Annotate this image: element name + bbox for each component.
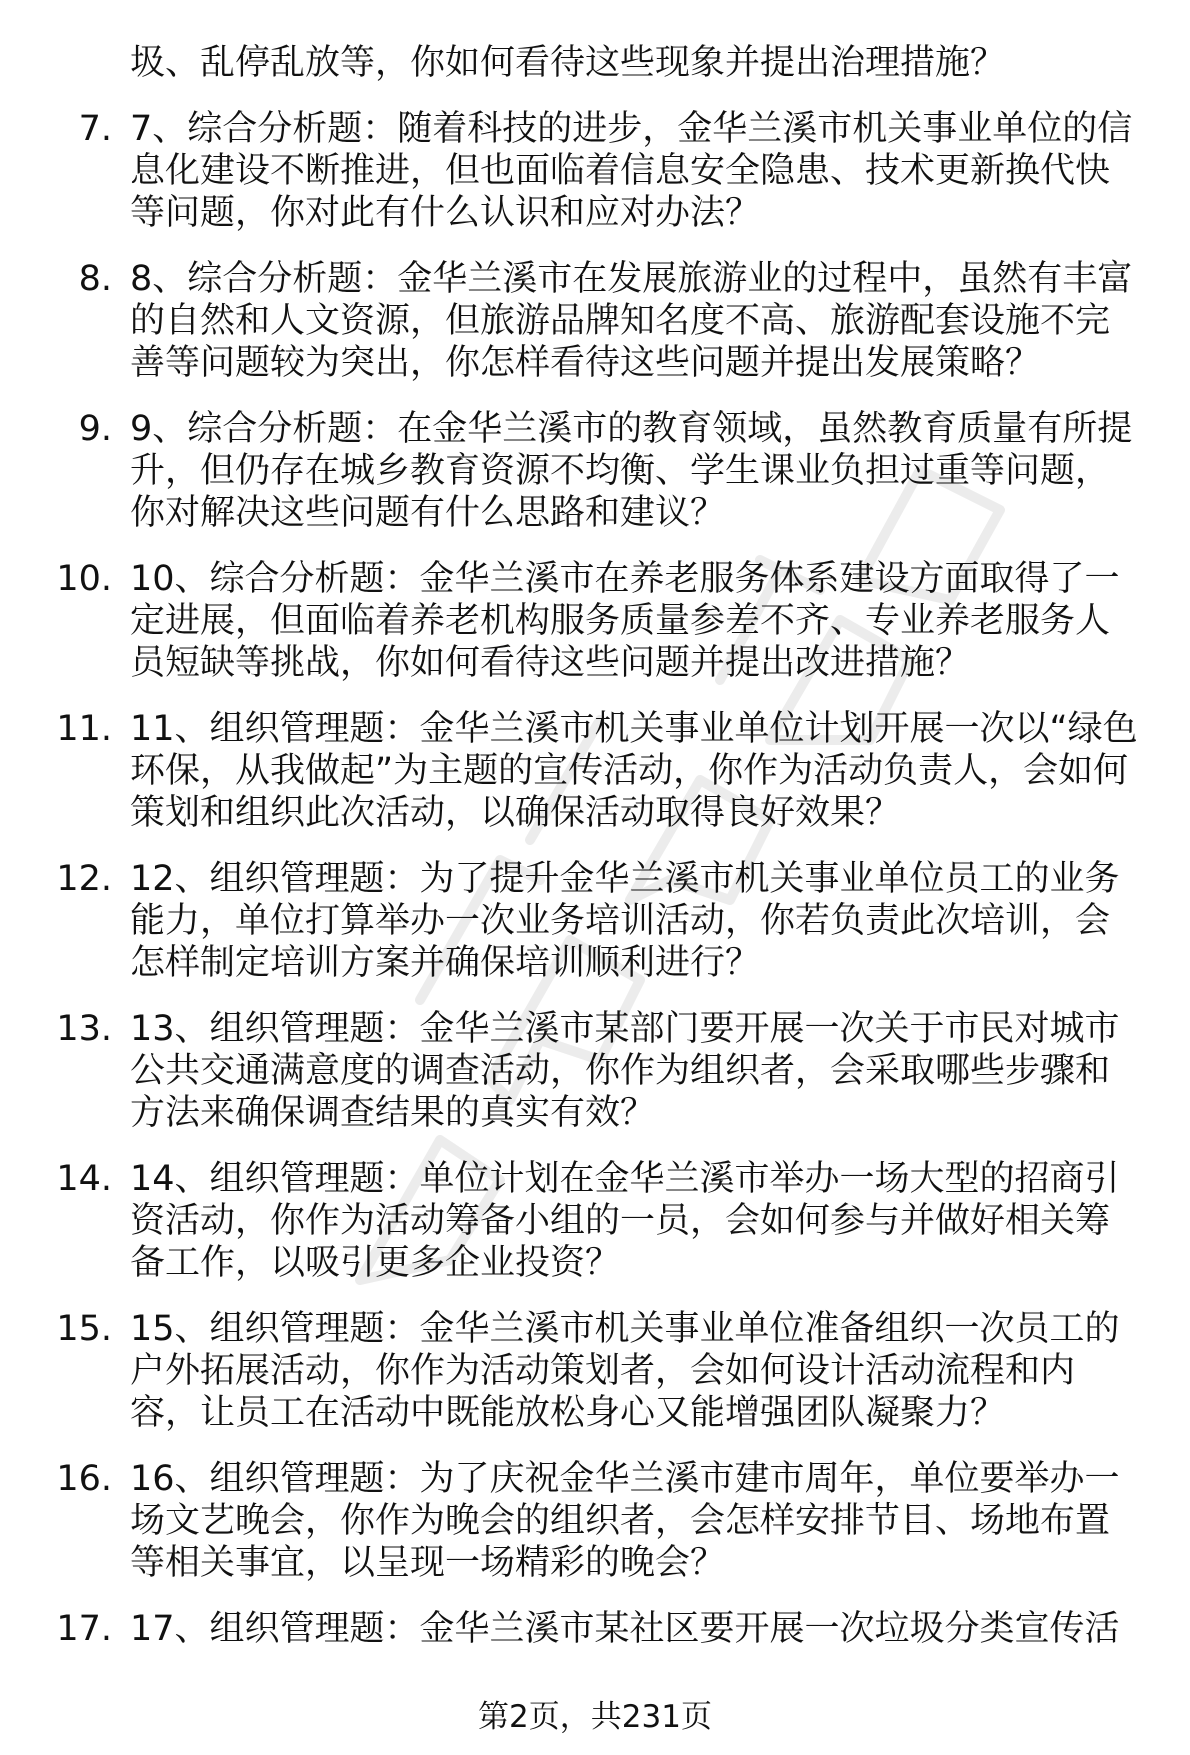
text-line: 7、综合分析题：随着科技的进步，金华兰溪市机关事业单位的信 (130, 109, 1133, 149)
list-item-text (130, 1608, 1170, 1650)
text-line: 等问题，你对此有什么认识和应对办法？ (130, 193, 761, 233)
list-item-number: 17. (56, 1609, 112, 1649)
list-item (0, 708, 1190, 834)
list-item (0, 558, 1190, 684)
text-line: 升，但仍存在城乡教育资源不均衡、学生课业负担过重等问题， (130, 451, 1111, 491)
list-item-text (130, 558, 1170, 684)
text-line: 方法来确保调查结果的真实有效？ (130, 1093, 656, 1133)
list-item-number: 14. (56, 1159, 112, 1199)
list-item (0, 1458, 1190, 1584)
text-line: 能力，单位打算举办一次业务培训活动，你若负责此次培训，会 (130, 901, 1111, 941)
text-line: 等相关事宜，以呈现一场精彩的晚会？ (130, 1543, 726, 1583)
text-line: 13、组织管理题：金华兰溪市某部门要开展一次关于市民对城市 (130, 1009, 1120, 1049)
text-line: 资活动，你作为活动筹备小组的一员，会如何参与并做好相关筹 (130, 1201, 1111, 1241)
list-item-text (130, 1308, 1170, 1434)
text-line: 策划和组织此次活动，以确保活动取得良好效果？ (130, 793, 901, 833)
text-line: 12、组织管理题：为了提升金华兰溪市机关事业单位员工的业务 (130, 859, 1120, 899)
text-line: 10、综合分析题：金华兰溪市在养老服务体系建设方面取得了一 (130, 559, 1120, 599)
list-item-text (130, 1458, 1170, 1584)
list-item-number: 11. (56, 709, 112, 749)
list-item-text (130, 258, 1170, 384)
list-item (0, 1008, 1190, 1134)
text-line: 容，让员工在活动中既能放松身心又能增强团队凝聚力？ (130, 1393, 1006, 1433)
list-item-number: 13. (56, 1009, 112, 1049)
list-item (0, 258, 1190, 384)
text-line: 环保，从我做起”为主题的宣传活动，你作为活动负责人，会如何 (130, 751, 1129, 791)
continuation-line: 圾、乱停乱放等，你如何看待这些现象并提出治理措施？ (130, 43, 1006, 83)
text-line: 定进展，但面临着养老机构服务质量参差不齐、专业养老服务人 (130, 601, 1111, 641)
list-item (0, 1308, 1190, 1434)
text-line: 15、组织管理题：金华兰溪市机关事业单位准备组织一次员工的 (130, 1309, 1120, 1349)
page-footer: 第2页，共231页 (478, 1699, 712, 1735)
list-item-number: 10. (56, 559, 112, 599)
list-item (0, 1158, 1190, 1284)
list-item (0, 108, 1190, 234)
list-item (0, 1608, 1190, 1650)
questions-container (0, 108, 1190, 1650)
text-line: 的自然和人文资源，但旅游品牌知名度不高、旅游配套设施不完 (130, 301, 1111, 341)
text-line: 你对解决这些问题有什么思路和建议？ (130, 493, 726, 533)
list-item-text (130, 108, 1170, 234)
text-line: 怎样制定培训方案并确保培训顺利进行？ (130, 943, 761, 983)
text-line: 善等问题较为突出，你怎样看待这些问题并提出发展策略？ (130, 343, 1041, 383)
text-line: 息化建设不断推进，但也面临着信息安全隐患、技术更新换代快 (130, 151, 1111, 191)
text-line: 17、组织管理题：金华兰溪市某社区要开展一次垃圾分类宣传活 (130, 1609, 1120, 1649)
list-item-text (130, 1158, 1170, 1284)
list-item-text (130, 858, 1170, 984)
text-line: 8、综合分析题：金华兰溪市在发展旅游业的过程中，虽然有丰富 (130, 259, 1133, 299)
list-item-number: 7. (78, 109, 112, 149)
list-item-number: 9. (78, 409, 112, 449)
list-item-text (130, 708, 1170, 834)
text-line: 9、综合分析题：在金华兰溪市的教育领域，虽然教育质量有所提 (130, 409, 1133, 449)
list-item-number: 16. (56, 1459, 112, 1499)
list-item (0, 858, 1190, 984)
text-line: 14、组织管理题：单位计划在金华兰溪市举办一场大型的招商引 (130, 1159, 1120, 1199)
text-line: 11、组织管理题：金华兰溪市机关事业单位计划开展一次以“绿色 (130, 709, 1138, 749)
list-item (0, 408, 1190, 534)
list-item-number: 8. (78, 259, 112, 299)
list-item-number: 12. (56, 859, 112, 899)
text-line: 备工作，以吸引更多企业投资？ (130, 1243, 621, 1283)
list-item-text (130, 1008, 1170, 1134)
text-line: 员短缺等挑战，你如何看待这些问题并提出改进措施？ (130, 643, 971, 683)
list-item-text (130, 408, 1170, 534)
question-list (0, 42, 1190, 1674)
text-line: 场文艺晚会，你作为晚会的组织者，会怎样安排节目、场地布置 (130, 1501, 1111, 1541)
text-line: 16、组织管理题：为了庆祝金华兰溪市建市周年，单位要举办一 (130, 1459, 1120, 1499)
list-item-number: 15. (56, 1309, 112, 1349)
text-line: 公共交通满意度的调查活动，你作为组织者，会采取哪些步骤和 (130, 1051, 1111, 1091)
text-line: 户外拓展活动，你作为活动策划者，会如何设计活动流程和内 (130, 1351, 1076, 1391)
